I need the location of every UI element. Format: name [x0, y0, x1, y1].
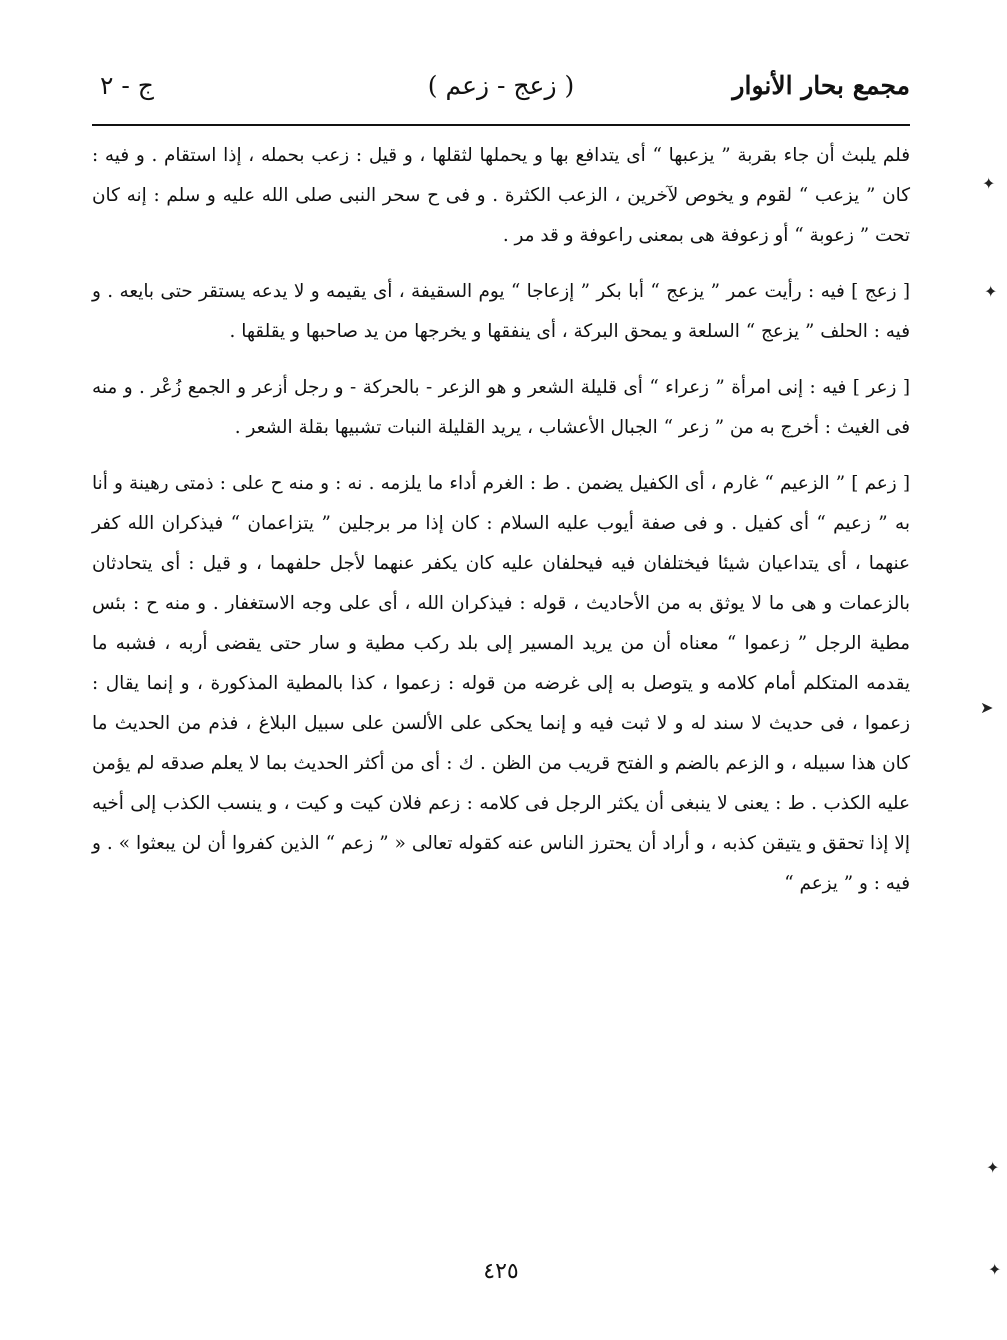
header-rule: [92, 124, 910, 126]
volume-number: ج - ٢: [100, 71, 154, 100]
running-header: [92, 60, 910, 112]
book-page: [92, 60, 910, 1290]
margin-mark: ✦: [988, 1260, 1002, 1279]
entry-range: ( زعج - زعم ): [427, 71, 575, 100]
page-body: [92, 136, 910, 904]
paragraph-zaam: [ زعم ] ” الزعيم “ غارم ، أى الكفيل يضمن . ط : الغرم أداء ما يلزمه . نه : و منه ح على : ذمتى رهينة و أنا به ” زعيم “ أى كفيل . و فى صفة أيوب عليه السلام : كان إذا مر برجلين ” يتزاعمان “ فيذكران الله كفر عنهما ، أى يتداعيان شيئا فيختلفان فيه فيحلفان عليه كان يكفر عنهما لأجل حلفهما ، و قيل : أى يتحادثان بالزعمات و هى ما لا يوثق به من الأحاديث ، قوله : فيذكران الله ، أى على وجه الاستغفار . و منه ح : بئس مطية الرجل ” زعموا “ معناه أن من يريد المسير إلى بلد ركب مطية و سار حتى يقضى أربه ، فشبه ما يقدمه المتكلم أمام كلامه و يتوصل به إلى غرضه من قوله : زعموا ، كذا بالمطية المذكورة ، و إنما يقال : زعموا ، فى حديث لا سند له و لا ثبت فيه و إنما يحكى على الألسن على سبيل البلاغ ، فذم من الحديث ما كان هذا سبيله ، و الزعم بالضم و الفتح قريب من الظن . ك : أى من أكثر الحديث بما لا يعلم صدقه لم يؤمن عليه الكذب . ط : يعنى لا ينبغى أن يكثر الرجل فى كلامه : زعم فلان كيت و كيت ، و ينسب الكذب إلى أخيه إلا إذا تحقق و يتيقن كذبه ، و أراد أن يحترز الناس عنه كقوله تعالى « ” زعم “ الذين كفروا أن لن يبعثوا » . و فيه : و ” يزعم “: [92, 473, 910, 894]
paragraph-zaab-continued: فلم يلبث أن جاء بقربة ” يزعبها “ أى يتدافع بها و يحملها لثقلها ، و قيل : زعب بحمله ، إذا استقام . و فيه : كان ” يزعب “ لقوم و يخوص لآخرين ، الزعب الكثرة . و فى ح سحر النبى صلى الله عليه و سلم : إنه كان تحت ” زعوبة “ أو زعوفة هى بمعنى راعوفة و قد مر .: [92, 145, 910, 246]
margin-mark: ✦: [982, 174, 996, 193]
paragraph-zaaj: [ زعج ] فيه : رأيت عمر ” يزعج “ أبا بكر ” إزعاجا “ يوم السقيفة ، أى يقيمه و لا يدعه يستقر حتى بايعه . و فيه : الحلف ” يزعج “ السلعة و يمحق البركة ، أى ينفقها و يخرجها من يد صاحبها و يقلقها .: [92, 281, 910, 342]
page-number: ٤٢٥: [483, 1259, 519, 1284]
margin-mark: ➤: [980, 698, 994, 717]
margin-mark: ✦: [984, 282, 998, 301]
paragraph-zaar: [ زعر ] فيه : إنى امرأة ” زعراء “ أى قليلة الشعر و هو الزعر - بالحركة - و رجل أزعر و الجمع زُعْر . و منه فى الغيث : أخرج به من ” زعر “ الجبال الأعشاب ، يريد القليلة النبات تشبيها بقلة الشعر .: [92, 377, 910, 438]
book-title: مجمع بحار الأنوار: [732, 71, 910, 100]
margin-mark: ✦: [986, 1158, 1000, 1177]
